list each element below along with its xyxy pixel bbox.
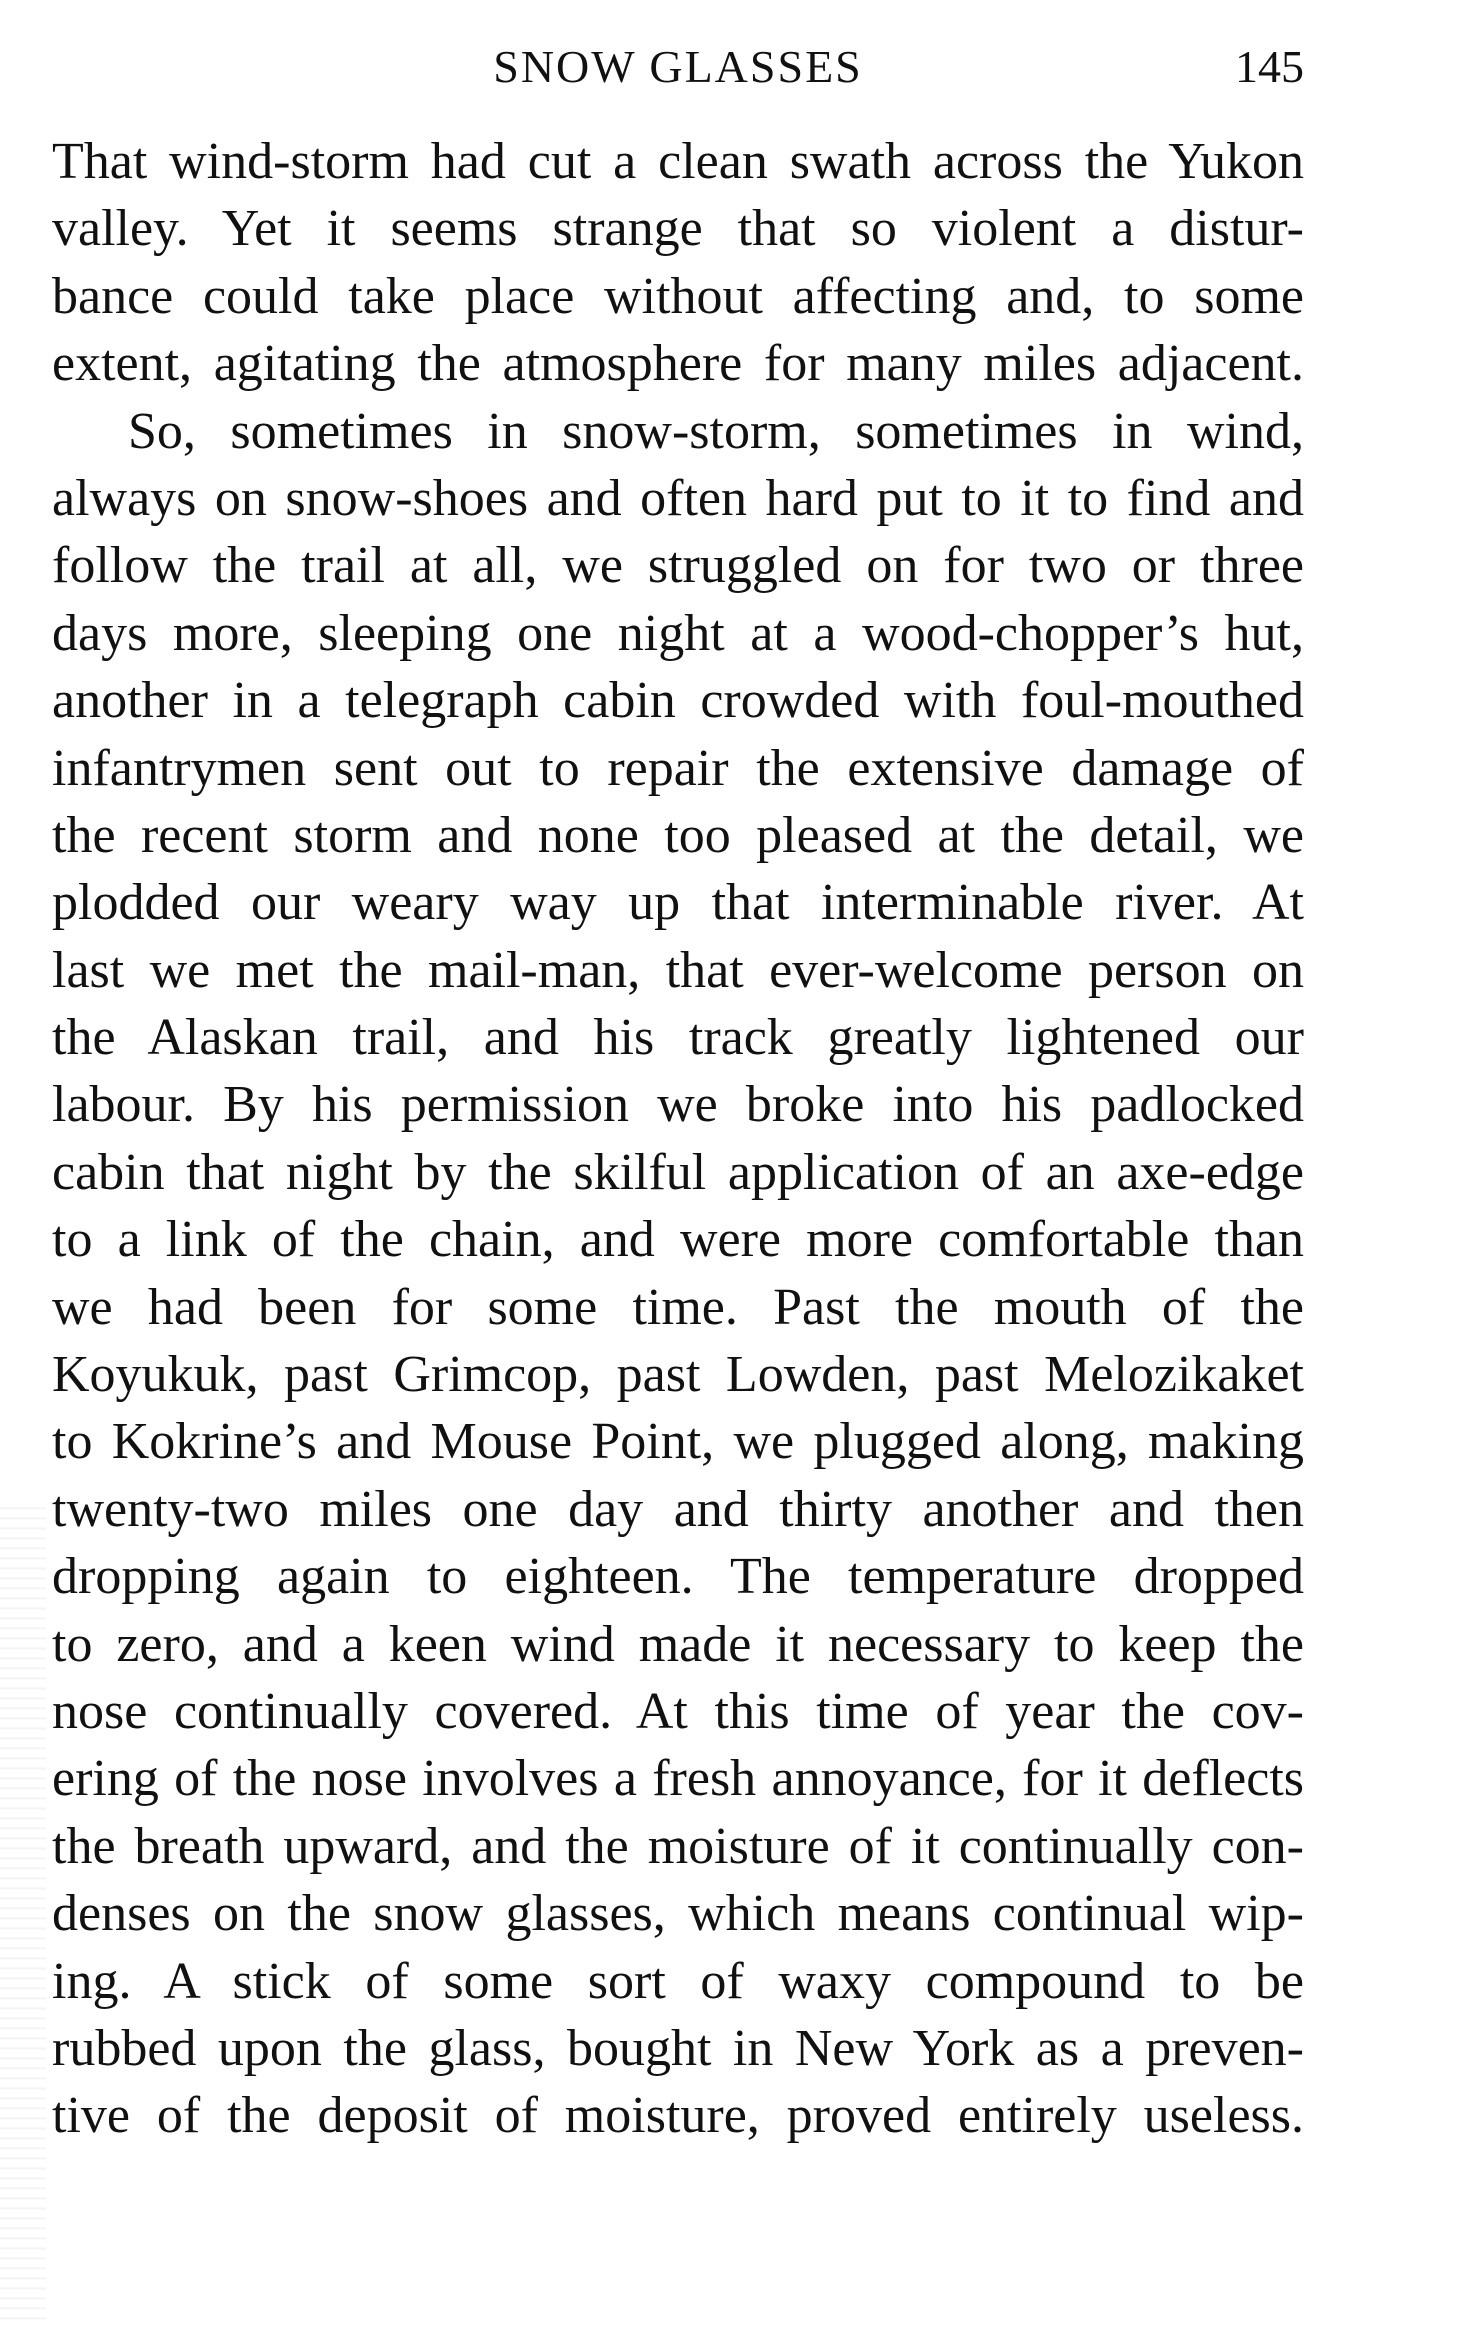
- text-line: cabin that night by the skilful application of an axe-edge: [52, 1143, 1304, 1201]
- text-line: days more, sleeping one night at a wood-chopper’s hut,: [52, 604, 1304, 662]
- text-line: the recent storm and none too pleased at the detail, we: [52, 806, 1304, 864]
- text-line: to Kokrine’s and Mouse Point, we plugged along, making: [52, 1413, 1304, 1471]
- text-line: another in a telegraph cabin crowded with foul-mouthed: [52, 672, 1304, 730]
- body-text: [52, 128, 1304, 2150]
- text-line: ering of the nose involves a fresh annoyance, for it deflects: [52, 1750, 1304, 1808]
- text-line: dropping again to eighteen. The temperature dropped: [52, 1548, 1304, 1606]
- text-line: That wind-storm had cut a clean swath across the Yukon: [52, 133, 1304, 190]
- text-line: infantrymen sent out to repair the extensive damage of: [52, 739, 1304, 797]
- text-line: rubbed upon the glass, bought in New York as a preven-: [52, 2019, 1304, 2077]
- text-line: to zero, and a keen wind made it necessary to keep the: [52, 1615, 1304, 1673]
- text-line: valley. Yet it seems strange that so violent a distur-: [52, 200, 1304, 258]
- text-line: last we met the mail-man, that ever-welcome person on: [52, 941, 1304, 999]
- page-edge-scan-noise: [0, 1500, 46, 2320]
- text-line: to a link of the chain, and were more comfortable than: [52, 1211, 1304, 1269]
- text-line: nose continually covered. At this time of year the cov-: [52, 1682, 1304, 1740]
- text-line: always on snow-shoes and often hard put to it to find and: [52, 469, 1304, 527]
- text-line: ing. A stick of some sort of waxy compound to be: [52, 1952, 1304, 2010]
- text-line: bance could take place without affecting and, to some: [52, 267, 1304, 325]
- text-line: So, sometimes in snow-storm, sometimes in wind,: [128, 402, 1304, 460]
- text-line: follow the trail at all, we struggled on for two or three: [52, 537, 1304, 595]
- text-line: extent, agitating the atmosphere for many miles adjacent.: [52, 335, 1304, 393]
- text-line: Koyukuk, past Grimcop, past Lowden, past Melozikaket: [52, 1346, 1304, 1404]
- page-number: 145: [1235, 41, 1304, 92]
- text-line: plodded our weary way up that interminable river. At: [52, 874, 1304, 932]
- text-line: tive of the deposit of moisture, proved entirely useless.: [52, 2087, 1304, 2145]
- text-line: the breath upward, and the moisture of it continually con-: [52, 1817, 1304, 1875]
- text-line: we had been for some time. Past the mouth of the: [52, 1278, 1304, 1336]
- running-title: SNOW GLASSES: [493, 41, 863, 92]
- running-head: [52, 32, 1304, 102]
- text-line: the Alaskan trail, and his track greatly lightened our: [52, 1009, 1304, 1067]
- text-line: denses on the snow glasses, which means continual wip-: [52, 1885, 1304, 1943]
- text-line: twenty-two miles one day and thirty another and then: [52, 1480, 1304, 1538]
- text-line: labour. By his permission we broke into his padlocked: [52, 1076, 1304, 1134]
